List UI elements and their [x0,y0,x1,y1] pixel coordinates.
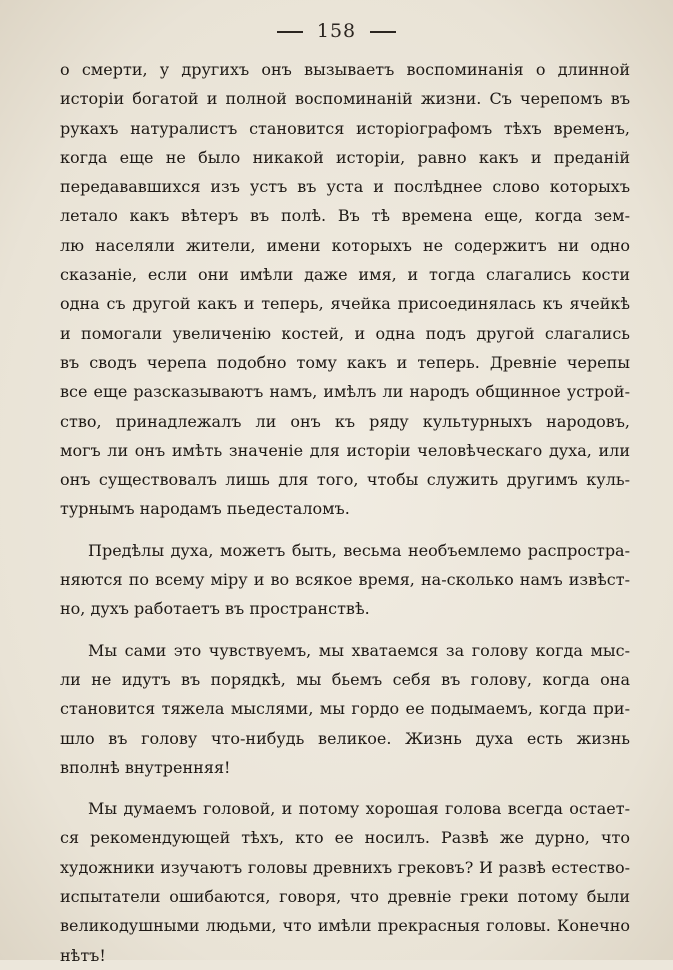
paragraph-4 [60,794,630,970]
paragraph-2 [60,536,630,624]
text-line: Мы думаемъ головой, и потому хорошая голова всегда остает- [88,799,630,819]
text-line: рукахъ натуралистъ становится исторіографомъ тѣхъ временъ, [60,118,630,138]
text-line: ство, принадлежалъ ли онъ къ ряду культурныхъ народовъ, [60,411,630,431]
text-line: но, духъ работаетъ въ пространствѣ. [60,599,370,619]
text-line: вполнѣ внутренняя! [60,757,231,777]
text-line: художники изучаютъ головы древнихъ грековъ? И развѣ естество- [60,857,630,877]
text-line: нѣтъ! [60,945,106,965]
text-line: лю населяли жители, имени которыхъ не содержитъ ни одно [60,235,630,255]
page-header [0,20,673,52]
text-line: исторіи богатой и полной воспоминаній жизни. Съ черепомъ въ [60,89,630,109]
text-line: ся рекомендующей тѣхъ, кто ее носилъ. Развѣ же дурно, что [60,828,630,848]
text-line: становится тяжела мыслями, мы гордо ее подымаемъ, когда при- [60,699,630,719]
page-number: 158 [316,20,357,42]
text-line: о смерти, у другихъ онъ вызываетъ воспоминанія о длинной [60,60,630,79]
text-line: великодушными людьми, что имѣли прекрасныя головы. Конечно [60,916,630,936]
text-line: няются по всему міру и во всякое время, на-сколько намъ извѣст- [60,570,630,590]
text-line: испытатели ошибаются, говоря, что древніе греки потому были [60,887,630,907]
text-line: Предѣлы духа, можетъ быть, весьма необъемлемо распростра- [88,540,630,560]
text-line: и помогали увеличенію костей, и одна подъ другой слагались [60,323,630,343]
text-line: шло въ голову что-нибудь великое. Жизнь духа есть жизнь [60,728,630,748]
text-line: все еще разсказываютъ намъ, имѣлъ ли народъ общинное устрой- [60,382,630,402]
text-line: летало какъ вѣтеръ въ полѣ. Въ тѣ времена еще, когда зем- [60,206,630,226]
paragraph-1 [60,55,630,524]
text-line: ли не идутъ въ порядкѣ, мы бьемъ себя въ голову, когда она [60,669,630,689]
text-line: одна съ другой какъ и теперь, ячейка присоединялась къ ячейкѣ [60,294,630,314]
text-line: передававшихся изъ устъ въ уста и послѣднее слово которыхъ [60,177,630,197]
body-text [60,55,630,970]
text-line: онъ существовалъ лишь для того, чтобы служить другимъ куль- [60,470,630,490]
paragraph-3 [60,636,630,782]
text-line: въ сводъ черепа подобно тому какъ и теперь. Древніе черепы [60,352,630,372]
header-dash-left [277,31,303,33]
text-line: могъ ли онъ имѣть значеніе для исторіи человѣческаго духа, или [60,440,630,460]
text-line: турнымъ народамъ пьедесталомъ. [60,499,350,519]
text-line: Мы сами это чувствуемъ, мы хватаемся за голову когда мыс- [88,640,630,660]
header-dash-right [370,31,396,33]
text-line: сказаніе, если они имѣли даже имя, и тогда слагались кости [60,265,630,285]
text-line: когда еще не было никакой исторіи, равно какъ и преданій [60,147,630,167]
